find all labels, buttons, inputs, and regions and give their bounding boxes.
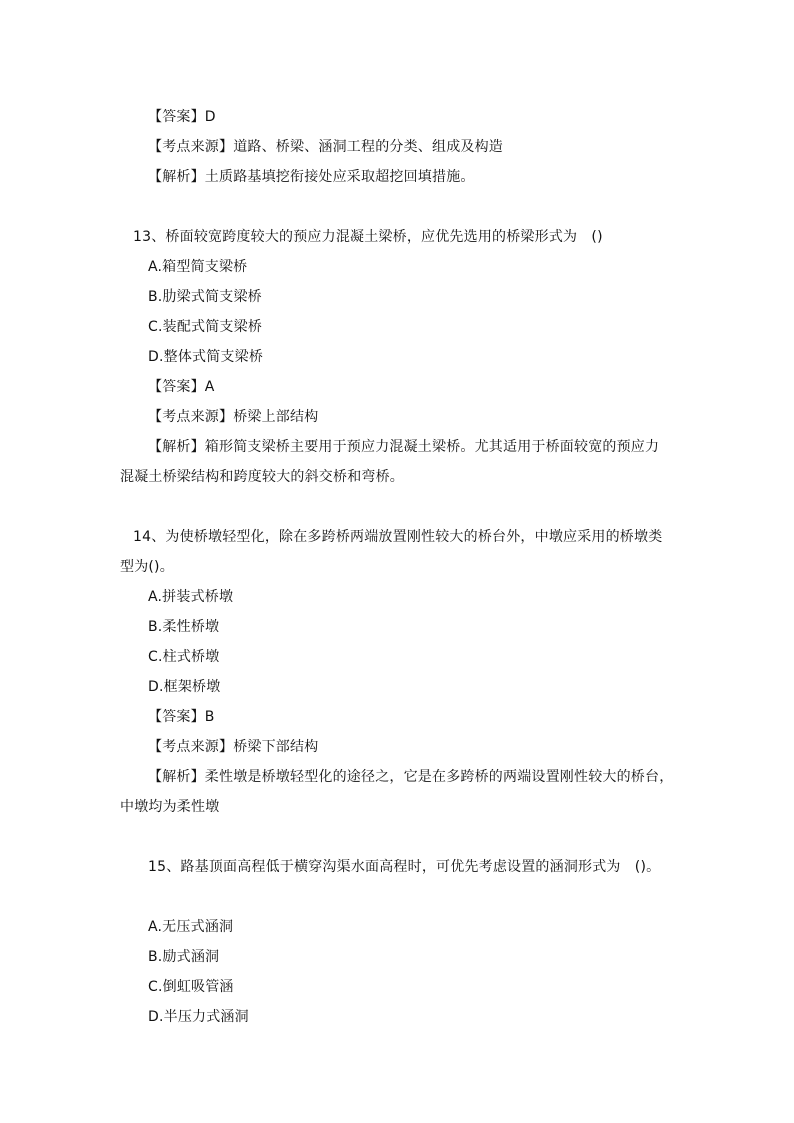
q13-source: 【考点来源】桥梁上部结构: [148, 409, 319, 425]
q14-option-a: A.拼装式桥墩: [148, 589, 234, 605]
q14-option-d: D.框架桥墩: [148, 679, 221, 695]
q14-option-b: B.柔性桥墩: [148, 619, 220, 635]
q13-option-c: C.装配式简支梁桥: [148, 319, 263, 335]
q13-option-d: D.整体式简支梁桥: [148, 349, 264, 365]
q15-option-d: D.半压力式涵洞: [148, 1009, 249, 1025]
prev-source: 【考点来源】道路、桥梁、涵洞工程的分类、组成及构造: [148, 139, 503, 155]
q14-analysis-line1: 【解析】柔性墩是桥墩轻型化的途径之，它是在多跨桥的两端设置刚性较大的桥台，: [148, 769, 674, 785]
q15-option-c: C.倒虹吸管涵: [148, 979, 234, 995]
q13-option-b: B.肋梁式简支梁桥: [148, 289, 262, 305]
q15-option-a: A.无压式涵洞: [148, 919, 234, 935]
q15-option-b: B.励式涵洞: [148, 949, 220, 965]
q14-answer: 【答案】B: [148, 709, 215, 725]
q13-analysis-line1: 【解析】箱形简支梁桥主要用于预应力混凝土梁桥。尤其适用于桥面较宽的预应力: [148, 439, 660, 455]
q13-question: 13、桥面较宽跨度较大的预应力混凝土梁桥，应优先选用的桥梁形式为 (): [133, 229, 603, 245]
q15-question: 15、路基顶面高程低于横穿沟渠水面高程时，可优先考虑设置的涵洞形式为 ()。: [148, 859, 661, 875]
prev-analysis: 【解析】土质路基填挖衔接处应采取超挖回填措施。: [148, 169, 475, 185]
q13-analysis-line2: 混凝土桥梁结构和跨度较大的斜交桥和弯桥。: [120, 469, 404, 485]
q13-answer: 【答案】A: [148, 379, 215, 395]
q14-option-c: C.柱式桥墩: [148, 649, 220, 665]
q14-analysis-line2: 中墩均为柔性墩: [120, 799, 220, 815]
q14-question-line1: 14、为使桥墩轻型化，除在多跨桥两端放置刚性较大的桥台外，中墩应采用的桥墩类: [133, 529, 663, 545]
prev-answer: 【答案】D: [148, 109, 216, 125]
q13-option-a: A.箱型简支梁桥: [148, 259, 248, 275]
q14-question-line2: 型为()。: [120, 559, 174, 575]
q14-source: 【考点来源】桥梁下部结构: [148, 739, 319, 755]
